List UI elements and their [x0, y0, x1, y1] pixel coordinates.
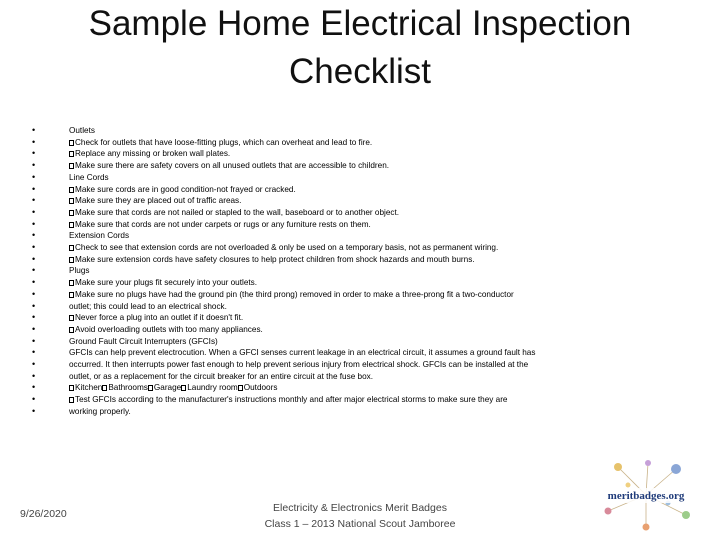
bullet-icon: •	[32, 300, 36, 311]
checkbox-icon[interactable]	[69, 198, 74, 204]
checklist-option: Garage	[153, 383, 182, 393]
checkbox-icon[interactable]	[69, 327, 74, 333]
checklist-text: Replace any missing or broken wall plates.	[75, 149, 231, 159]
bullet-icon: •	[32, 230, 36, 241]
checklist-line	[32, 184, 692, 196]
bullet-icon: •	[32, 195, 36, 206]
checklist-line	[32, 148, 692, 160]
checkbox-icon[interactable]	[238, 385, 243, 391]
checklist-line	[32, 277, 692, 289]
checklist-line	[32, 160, 692, 172]
checkbox-icon[interactable]	[69, 222, 74, 228]
checklist-line	[32, 137, 692, 149]
bullet-icon: •	[32, 136, 36, 147]
checklist-text: working properly.	[69, 406, 131, 416]
checkbox-icon[interactable]	[69, 315, 74, 321]
checkbox-icon[interactable]	[69, 151, 74, 157]
checkbox-icon[interactable]	[69, 397, 74, 403]
checklist-text: Make sure no plugs have had the ground pin (the third prong) removed in order to make a three-prong fit a two-conductor	[75, 289, 514, 299]
checklist-text: Outlets	[69, 126, 95, 135]
bullet-icon: •	[32, 370, 36, 381]
checkbox-icon[interactable]	[69, 187, 74, 193]
bullet-icon: •	[32, 347, 36, 358]
checklist-line	[32, 125, 692, 137]
checklist-text: GFCIs can help prevent electrocution. When a GFCI senses current leakage in an electrical circuit, it assumes a ground fault has	[69, 348, 536, 358]
meritbadges-logo	[588, 455, 704, 535]
bullet-icon: •	[32, 171, 36, 182]
checklist-line	[32, 359, 692, 371]
checklist-line	[32, 394, 692, 406]
checklist-line	[32, 382, 692, 394]
bullet-icon: •	[32, 382, 36, 393]
checklist-line	[32, 230, 692, 242]
checklist-line	[32, 172, 692, 184]
bullet-icon: •	[32, 265, 36, 276]
checklist-option: Bathrooms	[108, 383, 148, 393]
checklist-text: Ground Fault Circuit Interrupters (GFCIs)	[69, 336, 218, 346]
checklist-line	[32, 289, 692, 301]
checklist-text: Never force a plug into an outlet if it doesn't fit.	[75, 313, 244, 323]
bullet-icon: •	[32, 323, 36, 334]
checklist-text: Make sure that cords are not nailed or stapled to the wall, baseboard or to another object.	[75, 207, 400, 217]
checklist-option: Outdoors	[243, 383, 278, 393]
checklist-line	[32, 347, 692, 359]
bullet-icon: •	[32, 160, 36, 171]
checklist-text: Make sure extension cords have safety closures to help protect children from shock hazards and mouth burns.	[75, 254, 475, 264]
checklist-text: Make sure there are safety covers on all unused outlets that are accessible to children.	[75, 161, 390, 171]
checklist-option: Kitchen	[75, 383, 103, 393]
bullet-icon: •	[32, 359, 36, 370]
checklist	[32, 125, 692, 418]
checklist-text: Test GFCIs according to the manufacturer's instructions monthly and after major electrical storms to make sure they are	[75, 395, 508, 405]
footer-caption	[210, 500, 510, 532]
checklist-text: Avoid overloading outlets with too many appliances.	[75, 324, 263, 334]
checklist-text: outlet, or as a replacement for the circuit breaker for an entire circuit at the fuse box.	[69, 371, 373, 381]
checkbox-icon[interactable]	[69, 245, 74, 251]
slide-title: Sample Home Electrical Inspection Checklist	[88, 4, 632, 91]
footer-line-1: Electricity & Electronics Merit Badges	[273, 502, 447, 514]
bullet-icon: •	[32, 288, 36, 299]
checklist-line	[32, 371, 692, 383]
checklist-text: Line Cords	[69, 172, 109, 182]
checklist-text: Make sure cords are in good condition-not frayed or cracked.	[75, 184, 296, 194]
checklist-text: Make sure they are placed out of traffic areas.	[75, 196, 242, 206]
checklist-line	[32, 254, 692, 266]
bullet-icon: •	[32, 183, 36, 194]
checklist-line	[32, 207, 692, 219]
checklist-line	[32, 406, 692, 418]
checklist-text: Check for outlets that have loose-fitting plugs, which can overheat and lead to fire.	[75, 137, 373, 147]
bullet-icon: •	[32, 394, 36, 405]
bullet-icon: •	[32, 242, 36, 253]
checkbox-icon[interactable]	[69, 385, 74, 391]
checklist-text: Make sure that cords are not under carpets or rugs or any furniture rests on them.	[75, 219, 371, 229]
checkbox-icon[interactable]	[69, 292, 74, 298]
checklist-text: Make sure your plugs fit securely into your outlets.	[75, 278, 258, 288]
checklist-option: Laundry room	[187, 383, 238, 393]
footer-date: 9/26/2020	[20, 508, 67, 520]
checkbox-icon[interactable]	[69, 210, 74, 216]
bullet-icon: •	[32, 335, 36, 346]
checklist-text: Plugs	[69, 266, 90, 276]
bullet-icon: •	[32, 125, 36, 135]
checklist-line	[32, 265, 692, 277]
logo-text: meritbadges.org	[607, 490, 685, 502]
checklist-line	[32, 195, 692, 207]
checkbox-icon[interactable]	[148, 385, 153, 391]
checklist-text: Extension Cords	[69, 231, 130, 241]
checkbox-icon[interactable]	[69, 140, 74, 146]
bullet-icon: •	[32, 253, 36, 264]
checkbox-icon[interactable]	[69, 163, 74, 169]
bullet-icon: •	[32, 277, 36, 288]
checklist-line	[32, 324, 692, 336]
checklist-line	[32, 242, 692, 254]
checklist-line	[32, 312, 692, 324]
checklist-line	[32, 336, 692, 348]
checklist-text: occurred. It then interrupts power fast enough to help prevent serious injury from electrical shock. GFCIs can be installed at the	[69, 360, 529, 370]
checklist-line	[32, 219, 692, 231]
checkbox-icon[interactable]	[69, 280, 74, 286]
bullet-icon: •	[32, 405, 36, 416]
footer-line-2: Class 1 – 2013 National Scout Jamboree	[264, 518, 456, 530]
checkbox-icon[interactable]	[102, 385, 107, 391]
bullet-icon: •	[32, 218, 36, 229]
checkbox-icon[interactable]	[69, 257, 74, 263]
checklist-text: Check to see that extension cords are not overloaded & only be used on a temporary basis, not as permanent wiring.	[75, 243, 499, 253]
bullet-icon: •	[32, 312, 36, 323]
bullet-icon: •	[32, 148, 36, 159]
checklist-text: outlet; this could lead to an electrical shock.	[69, 301, 227, 311]
checklist-line	[32, 301, 692, 313]
bullet-icon: •	[32, 206, 36, 217]
checkbox-icon[interactable]	[181, 385, 186, 391]
